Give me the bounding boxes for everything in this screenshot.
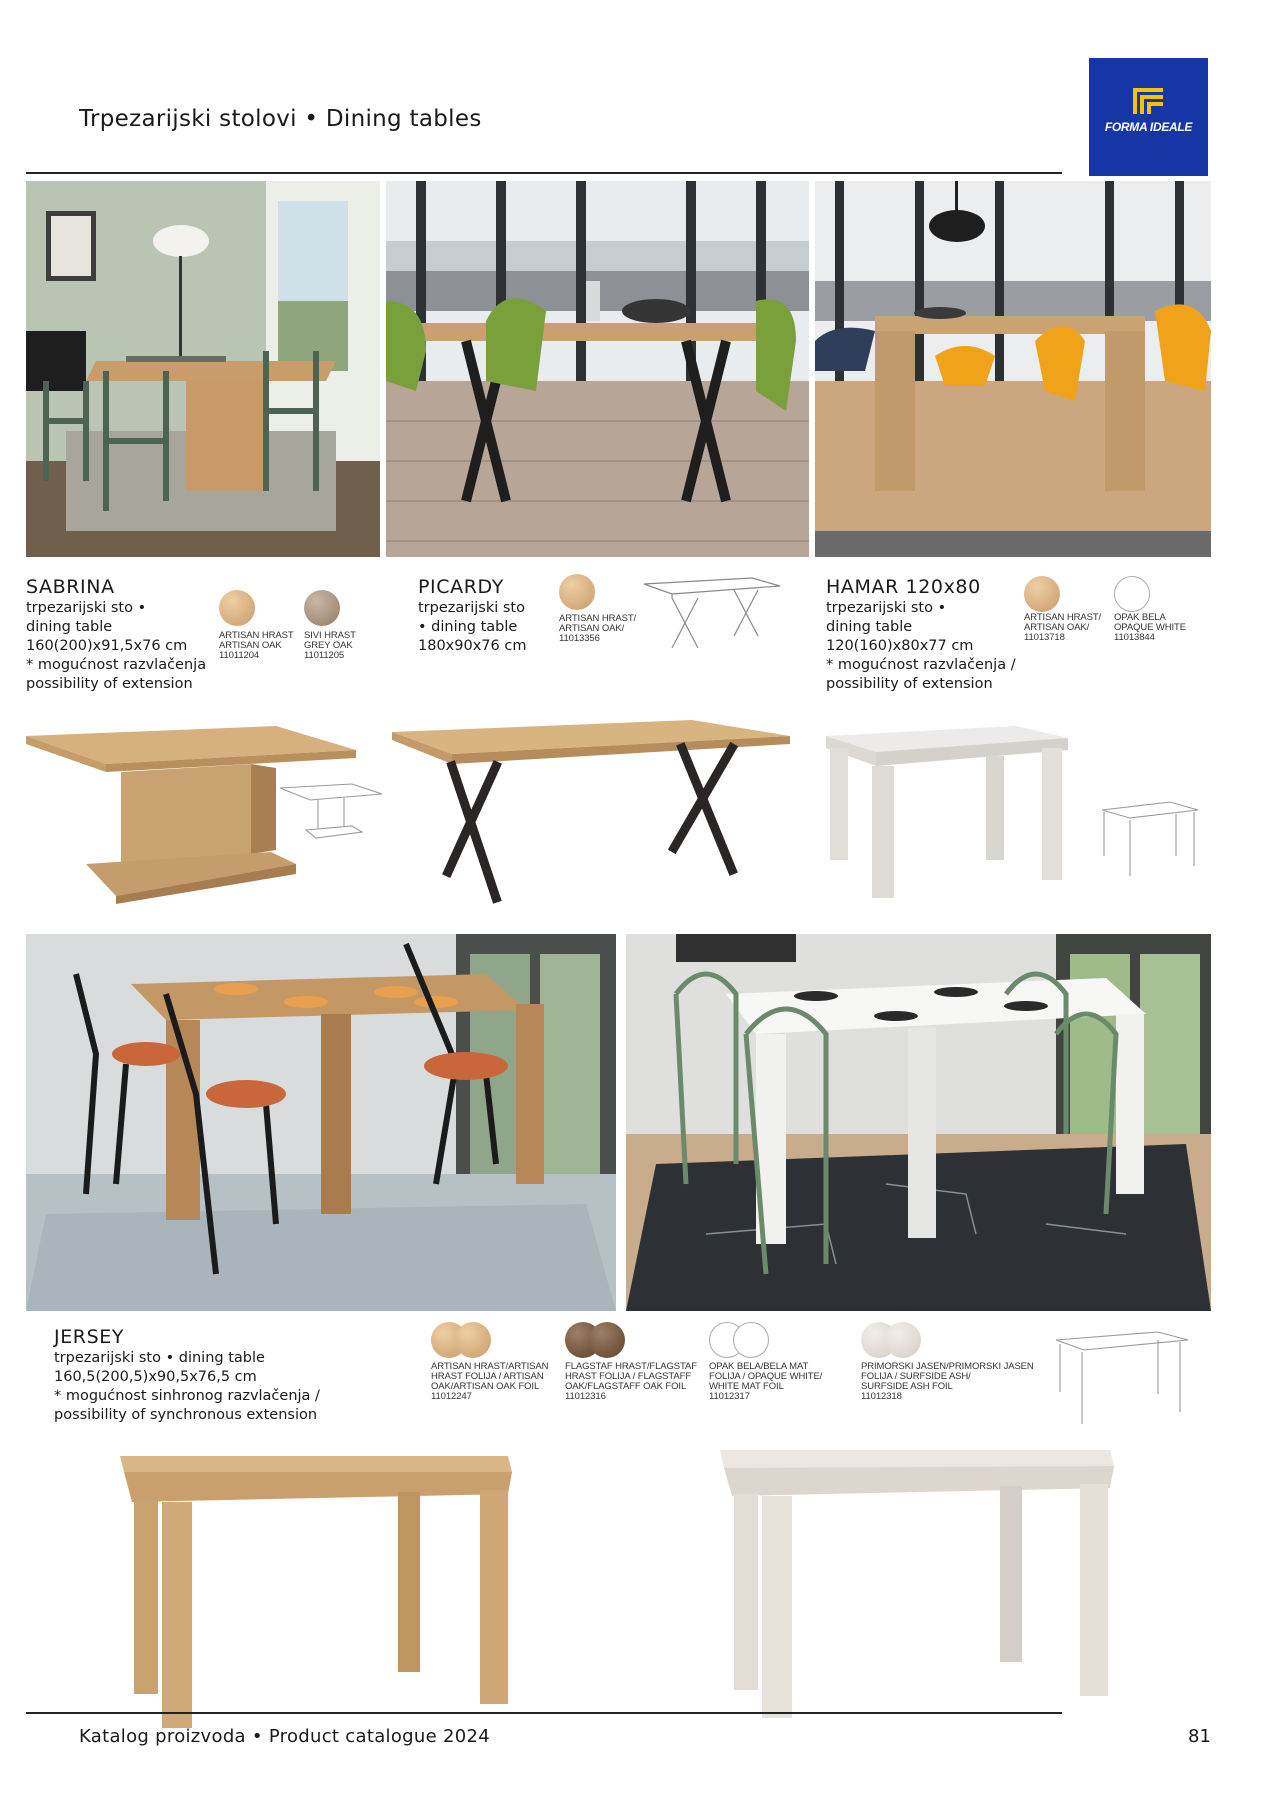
jersey-extension-drawing: [1054, 1330, 1190, 1426]
artisan-oak-swatch-icon: [559, 574, 595, 610]
jersey-swatch-label-3: OPAK BELA/BELA MAT FOLIJA / OPAQUE WHITE/ WHITE MAT FOIL 11012317: [709, 1361, 823, 1402]
grey-oak-swatch-icon: [304, 590, 340, 626]
jersey-description: trpezarijski sto • dining table 160,5(200,5)x90,5x76,5 cm * mogućnost sinhronog razvlačenja / possibility of synchronous extension: [54, 1350, 320, 1423]
hamar-extension-drawing: [1100, 800, 1200, 880]
page-number: 81: [1188, 1726, 1211, 1747]
jersey-swatch-label-4: PRIMORSKI JASEN/PRIMORSKI JASEN FOLIJA / SURFSIDE ASH/ SURFSIDE ASH FOIL 11012318: [861, 1361, 1034, 1402]
sabrina-extension-drawing: [278, 782, 384, 844]
hamar-swatch-label-1: ARTISAN HRAST/ ARTISAN OAK/ 11013718: [1024, 612, 1102, 643]
brand-logo: [1089, 58, 1208, 176]
picardy-room-photo: [386, 181, 809, 557]
hamar-swatch-label-2: OPAK BELA OPAQUE WHITE 11013844: [1114, 612, 1186, 643]
picardy-description: trpezarijski sto • dining table 180x90x76 cm: [418, 600, 527, 654]
picardy-table-image: [392, 718, 790, 904]
sabrina-name: SABRINA: [26, 576, 115, 598]
page-title: Trpezarijski stolovi • Dining tables: [79, 106, 482, 132]
logo-text: FORMA IDEALE: [1104, 120, 1193, 134]
artisan-oak-swatch-icon: [219, 590, 255, 626]
jersey-oak-room-photo: [26, 934, 616, 1311]
jersey-white-room-photo: [626, 934, 1211, 1311]
hamar-name: HAMAR 120x80: [826, 576, 981, 598]
jersey-oak-table-image: [118, 1452, 514, 1730]
footer-divider: [26, 1712, 1062, 1714]
picardy-line-drawing: [642, 576, 782, 652]
jersey-name: JERSEY: [54, 1326, 125, 1348]
sabrina-swatch-label-2: SIVI HRAST GREY OAK 11011205: [304, 630, 356, 661]
jersey-swatch-label-2: FLAGSTAF HRAST/FLAGSTAF HRAST FOLIJA / FLAGSTAFF OAK/FLAGSTAFF OAK FOIL 11012316: [565, 1361, 697, 1402]
header-divider: [26, 172, 1062, 174]
sabrina-description: trpezarijski sto • dining table 160(200)x91,5x76 cm * mogućnost razvlačenja possibility of extension: [26, 600, 207, 692]
surfside-ash-swatch-icon: [861, 1320, 923, 1360]
opaque-white-swatch-icon: [709, 1320, 771, 1360]
artisan-oak-swatch-icon: [431, 1320, 493, 1360]
hamar-table-image: [826, 722, 1068, 902]
footer-text: Katalog proizvoda • Product catalogue 2024: [79, 1726, 490, 1747]
logo-mark-icon: [1089, 58, 1208, 176]
artisan-oak-swatch-icon: [1024, 576, 1060, 612]
hamar-room-photo: [815, 181, 1211, 557]
opaque-white-swatch-icon: [1114, 576, 1150, 612]
flagstaff-oak-swatch-icon: [565, 1320, 627, 1360]
sabrina-room-photo: [26, 181, 380, 557]
picardy-name: PICARDY: [418, 576, 504, 598]
sabrina-swatch-label-1: ARTISAN HRAST ARTISAN OAK 11011204: [219, 630, 294, 661]
jersey-swatch-label-1: ARTISAN HRAST/ARTISAN HRAST FOLIJA / ARTISAN OAK/ARTISAN OAK FOIL 11012247: [431, 1361, 549, 1402]
hamar-description: trpezarijski sto • dining table 120(160)x80x77 cm * mogućnost razvlačenja / possibility of extension: [826, 600, 1016, 692]
jersey-white-table-image: [718, 1446, 1114, 1720]
picardy-swatch-label: ARTISAN HRAST/ ARTISAN OAK/ 11013356: [559, 613, 637, 644]
